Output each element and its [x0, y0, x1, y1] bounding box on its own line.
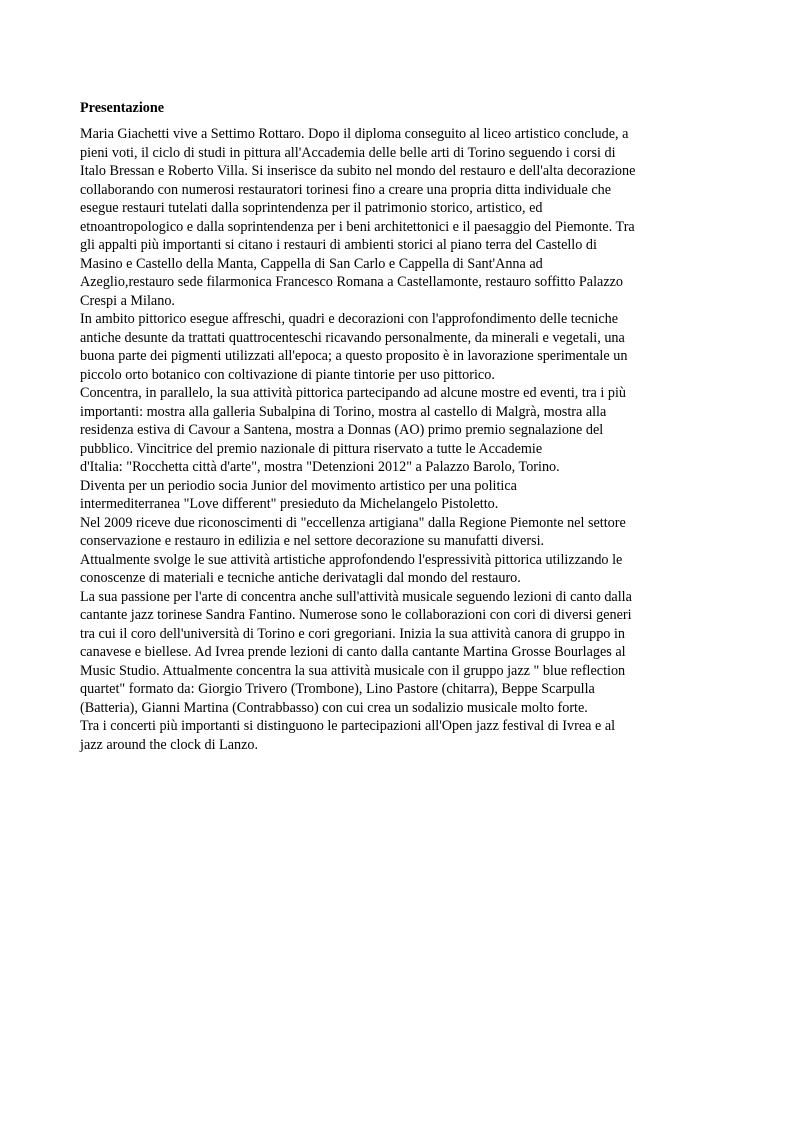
- body-line: Concentra, in parallelo, la sua attività pittorica partecipando ad alcune mostre ed eventi, tra i più: [80, 385, 627, 401]
- body-line: piccolo orto botanico con coltivazione di piante tintorie per uso pittorico.: [80, 366, 495, 383]
- body-line: tra cui il coro dell'università di Torino e cori gregoriani. Inizia la sua attività canora di gruppo in: [80, 625, 625, 642]
- document-heading: Presentazione: [80, 100, 165, 116]
- body-line: d'Italia: "Rocchetta città d'arte", mostra "Detenzioni 2012" a Palazzo Barolo, Torino.: [80, 459, 560, 475]
- body-line: canavese e biellese. Ad Ivrea prende lezioni di canto dalla cantante Martina Grosse Bourlages al: [80, 644, 626, 660]
- body-line: quartet" formato da: Giorgio Trivero (Trombone), Lino Pastore (chitarra), Beppe Scarpulla: [80, 681, 595, 697]
- body-line: Masino e Castello della Manta, Cappella di San Carlo e Cappella di Sant'Anna ad: [80, 255, 543, 272]
- body-line: La sua passione per l'arte di concentra anche sull'attività musicale seguendo lezioni di canto dalla: [80, 588, 632, 605]
- document-body: [80, 125, 720, 754]
- body-line: antiche desunte da trattati quattrocenteschi ricavando personalmente, da minerali e vegetali, una: [80, 329, 625, 346]
- body-line: residenza estiva di Cavour a Santena, mostra a Donnas (AO) primo premio segnalazione del: [80, 422, 604, 438]
- body-line: Crespi a Milano.: [80, 292, 175, 309]
- body-line: In ambito pittorico esegue affreschi, quadri e decorazioni con l'approfondimento delle tecniche: [80, 311, 619, 327]
- body-line: esegue restauri tutelati dalla soprintendenza per il patrimonio storico, artistico, ed: [80, 200, 543, 216]
- body-line: Italo Bressan e Roberto Villa. Si inserisce da subito nel mondo del restauro e dell'alta decorazione: [80, 163, 636, 179]
- body-line: conservazione e restauro in edilizia e nel settore decorazione su manufatti diversi.: [80, 533, 545, 549]
- body-line: Maria Giachetti vive a Settimo Rottaro. Dopo il diploma conseguito al liceo artistico conclude, a: [80, 126, 629, 142]
- document-page: [80, 99, 720, 754]
- body-line: Music Studio. Attualmente concentra la sua attività musicale con il gruppo jazz " blue reflection: [80, 662, 626, 679]
- body-line: gli appalti più importanti si citano i restauri di ambienti storici al piano terra del Castello di: [80, 237, 597, 253]
- body-line: Azeglio,restauro sede filarmonica Francesco Romana a Castellamonte, restauro soffitto Palazzo: [80, 274, 624, 290]
- body-line: Tra i concerti più importanti si distinguono le partecipazioni all'Open jazz festival di Ivrea e al: [80, 718, 616, 734]
- body-line: (Batteria), Gianni Martina (Contrabbasso) con cui crea un sodalizio musicale molto forte.: [80, 699, 588, 716]
- body-line: conoscenze di materiali e tecniche antiche derivatagli dal mondo del restauro.: [80, 570, 521, 586]
- body-line: jazz around the clock di Lanzo.: [80, 736, 259, 753]
- body-line: pubblico. Vincitrice del premio nazionale di pittura riservato a tutte le Accademie: [80, 440, 543, 457]
- body-line: buona parte dei pigmenti utilizzati all'epoca; a questo proposito è in lavorazione sperimentale un: [80, 348, 628, 364]
- body-line: Nel 2009 riceve due riconoscimenti di "eccellenza artigiana" dalla Regione Piemonte nel settore: [80, 514, 626, 531]
- body-line: pieni voti, il ciclo di studi in pittura all'Accademia delle belle arti di Torino seguendo i corsi di: [80, 144, 616, 161]
- body-line: importanti: mostra alla galleria Subalpina di Torino, mostra al castello di Malgrà, mostra alla: [80, 403, 607, 420]
- body-line: cantante jazz torinese Sandra Fantino. Numerose sono le collaborazioni con cori di diversi generi: [80, 607, 632, 623]
- body-line: Diventa per un periodio socia Junior del movimento artistico per una politica: [80, 477, 517, 494]
- body-line: intermediterranea "Love different" presieduto da Michelangelo Pistoletto.: [80, 496, 499, 512]
- body-line: collaborando con numerosi restauratori torinesi fino a creare una propria ditta individuale che: [80, 181, 612, 198]
- body-line: Attualmente svolge le sue attività artistiche approfondendo l'espressività pittorica utilizzando le: [80, 551, 623, 568]
- body-line: etnoantropologico e dalla soprintendenza per i beni architettonici e il paesaggio del Piemonte. Tra: [80, 218, 635, 235]
